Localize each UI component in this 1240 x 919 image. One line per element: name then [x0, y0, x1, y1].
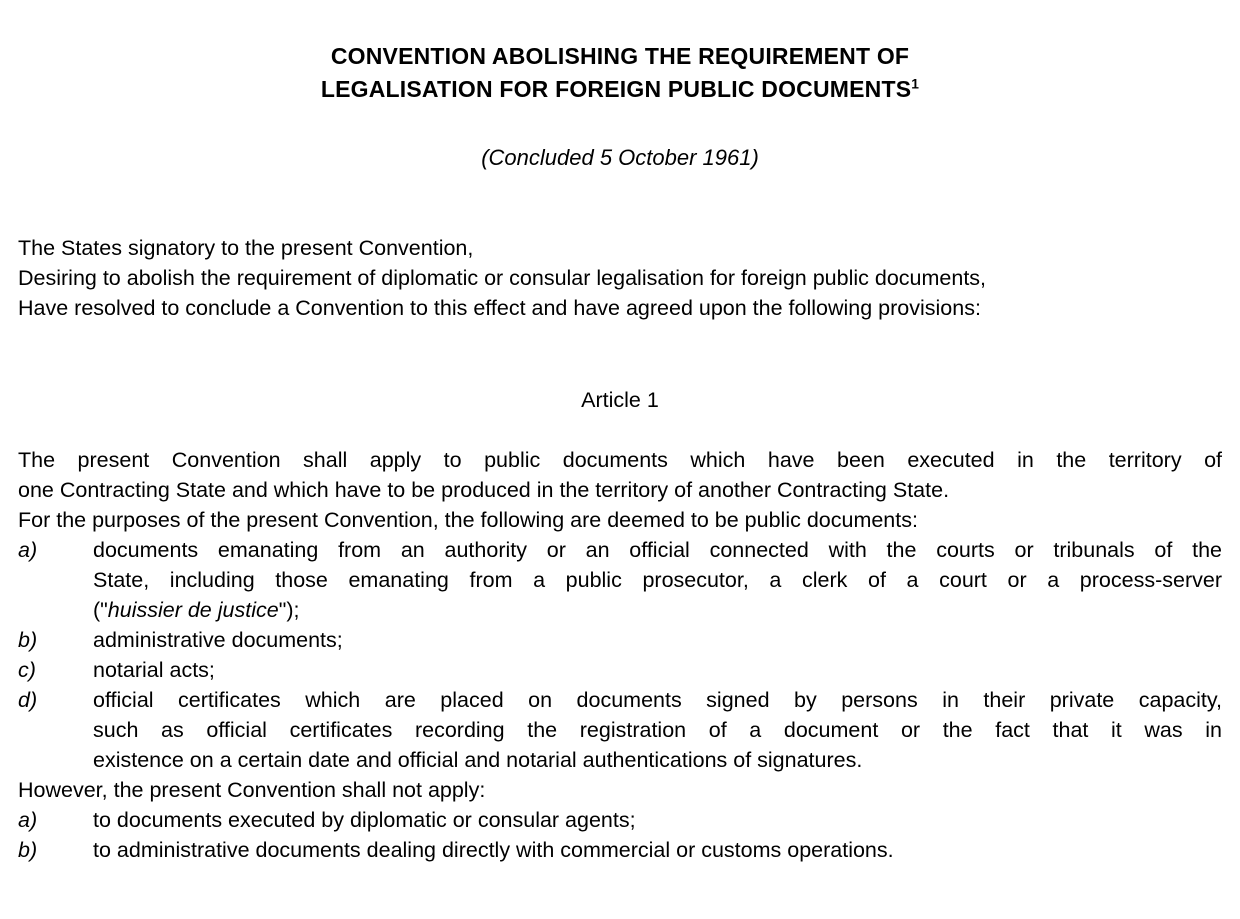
list-item-a-text — [93, 535, 1222, 625]
list-item-b-line-1: administrative documents; — [93, 628, 343, 652]
list-item-d-line-3: existence on a certain date and official and notarial authentications of signatures. — [93, 748, 863, 772]
list-item-a-marker: a) — [18, 538, 38, 562]
article-1-body — [18, 445, 1222, 865]
list-item-d — [18, 685, 1222, 775]
exception-item-a-text — [93, 805, 1222, 835]
list-item-a-line-3 — [93, 595, 1222, 625]
article-1-heading: Article 1 — [581, 388, 659, 412]
preamble-line-2: Desiring to abolish the requirement of diplomatic or consular legalisation for foreign public documents, — [18, 266, 987, 290]
exception-item-b — [18, 835, 1222, 865]
article-1-paragraph-line-1: The present Convention shall apply to public documents which have been executed in the territory of — [18, 448, 1222, 472]
title-line-2-text: LEGALISATION FOR FOREIGN PUBLIC DOCUMENTS — [320, 76, 912, 102]
preamble — [18, 233, 1222, 323]
list-item-a-line-2: State, including those emanating from a public prosecutor, a clerk of a court or a process-server — [93, 568, 1222, 592]
preamble-line-3: Have resolved to conclude a Convention to this effect and have agreed upon the following provisions: — [18, 296, 981, 320]
document-page — [0, 40, 1240, 919]
list-item-b-text — [93, 625, 1222, 655]
list-item-c — [18, 655, 1222, 685]
list-item-d-line-2: such as official certificates recording the registration of a document or the fact that it was in — [93, 718, 1222, 742]
title-line-2 — [18, 73, 1222, 106]
preamble-line-1: The States signatory to the present Convention, — [18, 236, 474, 260]
list-item-b-marker: b) — [18, 628, 38, 652]
concluded-date-line: (Concluded 5 October 1961) — [481, 145, 759, 170]
exception-item-b-line-1: to administrative documents dealing directly with commercial or customs operations. — [93, 838, 894, 862]
list-item-d-line-1: official certificates which are placed on documents signed by persons in their private capacity, — [93, 688, 1222, 712]
exception-item-a-line-1: to documents executed by diplomatic or consular agents; — [93, 808, 636, 832]
title-line-1: CONVENTION ABOLISHING THE REQUIREMENT OF — [330, 43, 910, 69]
list-item-d-marker: d) — [18, 688, 38, 712]
list-item-a-line-3-open: (" — [93, 598, 108, 622]
list-item-d-text — [93, 685, 1222, 775]
exception-item-b-marker: b) — [18, 838, 38, 862]
exception-item-a — [18, 805, 1222, 835]
list-item-c-line-1: notarial acts; — [93, 658, 215, 682]
exception-item-a-marker: a) — [18, 808, 38, 832]
list-item-a-french-term: huissier de justice — [107, 598, 279, 622]
article-1-paragraph-line-3: For the purposes of the present Convention, the following are deemed to be public documents: — [18, 508, 918, 532]
list-item-b — [18, 625, 1222, 655]
document-title — [18, 40, 1222, 106]
list-item-c-text — [93, 655, 1222, 685]
list-item-c-marker: c) — [18, 658, 36, 682]
list-item-a — [18, 535, 1222, 625]
list-item-a-line-1: documents emanating from an authority or an official connected with the courts or tribunals of the — [93, 538, 1222, 562]
however-line: However, the present Convention shall not apply: — [18, 778, 486, 802]
footnote-reference: 1 — [911, 76, 920, 92]
list-item-a-line-3-close: "); — [278, 598, 300, 622]
article-1-paragraph-line-2: one Contracting State and which have to be produced in the territory of another Contracting State. — [18, 478, 950, 502]
exception-item-b-text — [93, 835, 1222, 865]
